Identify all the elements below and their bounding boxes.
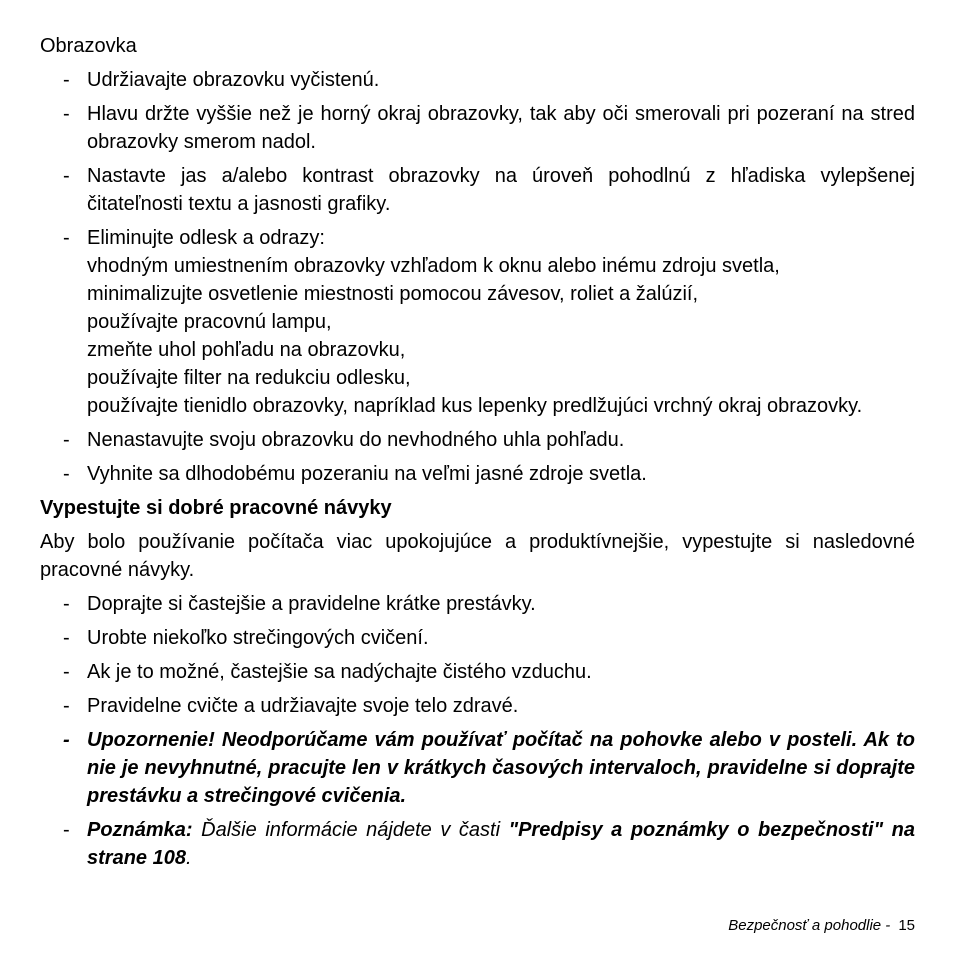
bullet-dash: -	[63, 103, 70, 125]
glare-line: zmeňte uhol pohľadu na obrazovku,	[87, 339, 406, 361]
bullet-dash: -	[63, 429, 70, 451]
note-label: Poznámka:	[87, 819, 193, 841]
work-habits-list	[40, 590, 915, 872]
bullet-dash: -	[63, 227, 70, 249]
note-text: Ďalšie informácie nájdete v časti	[192, 819, 509, 841]
glare-label: Eliminujte odlesk a odrazy:	[87, 227, 325, 249]
screen-tips-list	[40, 66, 915, 488]
bullet-dash: -	[63, 463, 70, 485]
bullet-dash: -	[63, 695, 70, 717]
work-habits-intro: Aby bolo používanie počítača viac upokojujúce a produktívnejšie, vypestujte si nasledovné pracovné návyky.	[40, 531, 915, 581]
list-item: - Urobte niekoľko strečingových cvičení.	[40, 624, 915, 652]
warning-text: Upozornenie! Neodporúčame vám používať počítač na pohovke alebo v posteli. Ak to nie je nevyhnutné, pracujte len v krátkych časových intervaloch, pravidelne si doprajte prestávku a strečingové cvičenia.	[87, 729, 915, 807]
list-item: - Hlavu držte vyššie než je horný okraj obrazovky, tak aby oči smerovali pri pozeraní na stred obrazovky smerom nadol.	[40, 100, 915, 156]
bullet-dash: -	[63, 661, 70, 683]
section-heading-work-habits: Vypestujte si dobré pracovné návyky	[40, 497, 392, 519]
glare-line: minimalizujte osvetlenie miestnosti pomocou závesov, roliet a žalúzií,	[87, 283, 699, 305]
page-footer	[728, 916, 915, 936]
list-item: - Nenastavujte svoju obrazovku do nevhodného uhla pohľadu.	[40, 426, 915, 454]
footer-section-title: Bezpečnosť a pohodlie -	[728, 917, 891, 934]
glare-line: používajte filter na redukciu odlesku,	[87, 367, 411, 389]
bullet-dash: -	[63, 69, 70, 91]
bullet-dash: -	[63, 627, 70, 649]
list-item: - Vyhnite sa dlhodobému pozeraniu na veľmi jasné zdroje svetla.	[40, 460, 915, 488]
bullet-dash: -	[63, 819, 70, 841]
list-item: - Pravidelne cvičte a udržiavajte svoje telo zdravé.	[40, 692, 915, 720]
list-item: - Ak je to možné, častejšie sa nadýchajte čistého vzduchu.	[40, 658, 915, 686]
bullet-dash: -	[63, 593, 70, 615]
page-number: 15	[898, 917, 915, 934]
list-item: - Doprajte si častejšie a pravidelne krátke prestávky.	[40, 590, 915, 618]
glare-line: vhodným umiestnením obrazovky vzhľadom k oknu alebo inému zdroju svetla,	[87, 255, 780, 277]
bullet-dash: -	[63, 729, 70, 751]
glare-line: používajte pracovnú lampu,	[87, 311, 332, 333]
bullet-dash: -	[63, 165, 70, 187]
list-item-glare	[40, 224, 915, 420]
list-item: - Nastavte jas a/alebo kontrast obrazovky na úroveň pohodlnú z hľadiska vylepšenej čitateľnosti textu a jasnosti grafiky.	[40, 162, 915, 218]
note-end: .	[185, 847, 192, 869]
document-page	[40, 32, 915, 878]
note-reference-link[interactable]: "Predpisy a poznámky o bezpečnosti" na strane 108	[87, 819, 915, 869]
glare-line: používajte tienidlo obrazovky, napríklad kus lepenky predlžujúci vrchný okraj obrazovky.	[87, 395, 863, 417]
note-item	[40, 816, 915, 872]
section-title-screen: Obrazovka	[40, 35, 137, 57]
warning-item	[40, 726, 915, 810]
list-item: - Udržiavajte obrazovku vyčistenú.	[40, 66, 915, 94]
